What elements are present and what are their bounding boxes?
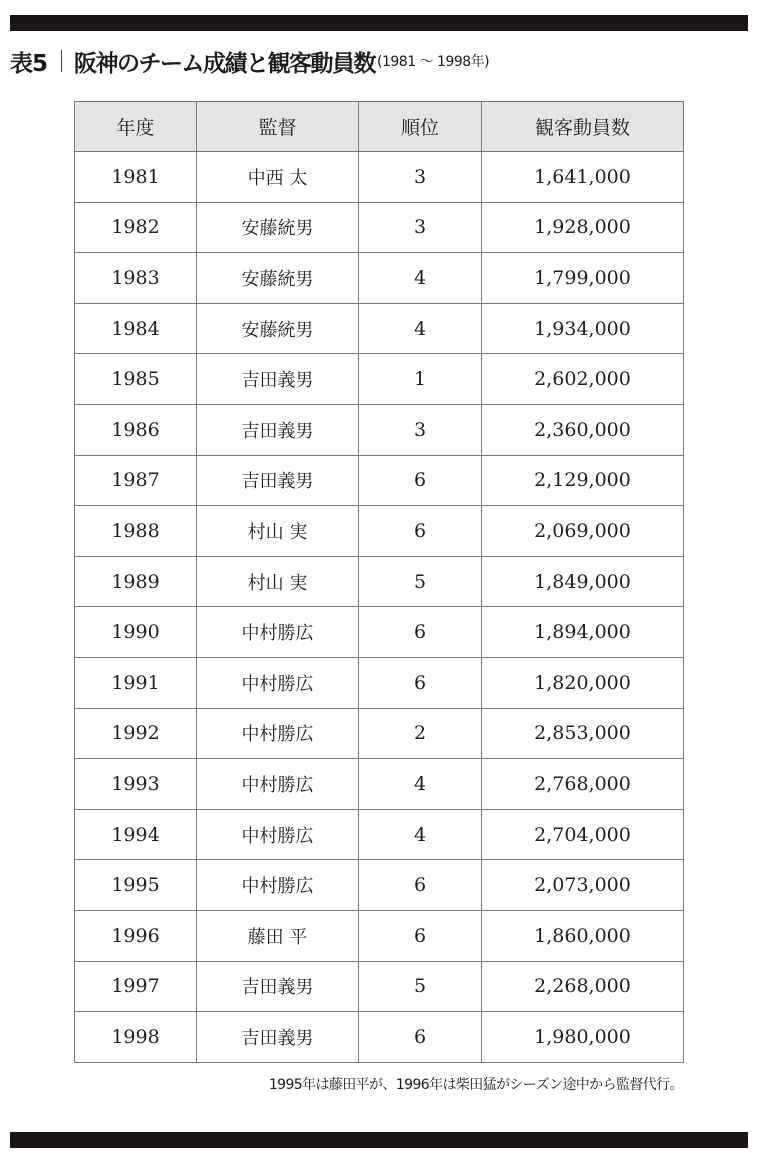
cell-attendance: 1,894,000	[482, 607, 684, 658]
table-row	[75, 354, 684, 405]
cell-attendance: 2,704,000	[482, 809, 684, 860]
cell-attendance: 1,849,000	[482, 556, 684, 607]
cell-rank: 6	[359, 455, 482, 506]
table-row	[75, 202, 684, 253]
table-row	[75, 607, 684, 658]
cell-attendance: 1,799,000	[482, 253, 684, 304]
cell-year: 1983	[75, 253, 197, 304]
cell-attendance: 2,602,000	[482, 354, 684, 405]
table-row	[75, 303, 684, 354]
cell-manager: 吉田義男	[197, 354, 359, 405]
top-rule	[10, 15, 748, 31]
cell-attendance: 2,360,000	[482, 404, 684, 455]
cell-manager: 安藤統男	[197, 303, 359, 354]
table-row	[75, 506, 684, 557]
table-row	[75, 253, 684, 304]
table-number: 表5	[10, 50, 48, 77]
cell-manager: 中村勝広	[197, 809, 359, 860]
cell-attendance: 2,069,000	[482, 506, 684, 557]
cell-manager: 藤田 平	[197, 910, 359, 961]
caption-range: (1981 ～ 1998年)	[377, 54, 490, 70]
cell-rank: 5	[359, 961, 482, 1012]
cell-year: 1995	[75, 860, 197, 911]
cell-manager: 吉田義男	[197, 404, 359, 455]
cell-rank: 3	[359, 404, 482, 455]
cell-year: 1994	[75, 809, 197, 860]
table-row	[75, 152, 684, 203]
table-caption	[10, 46, 489, 76]
cell-rank: 6	[359, 1012, 482, 1063]
table-row	[75, 809, 684, 860]
caption-separator	[61, 50, 62, 72]
cell-year: 1996	[75, 910, 197, 961]
cell-year: 1998	[75, 1012, 197, 1063]
header-year: 年度	[75, 102, 197, 152]
cell-rank: 1	[359, 354, 482, 405]
cell-rank: 2	[359, 708, 482, 759]
cell-year: 1997	[75, 961, 197, 1012]
cell-rank: 6	[359, 657, 482, 708]
cell-rank: 6	[359, 860, 482, 911]
cell-manager: 吉田義男	[197, 455, 359, 506]
cell-year: 1981	[75, 152, 197, 203]
caption-title: 阪神のチーム成績と観客動員数	[74, 50, 376, 77]
cell-attendance: 2,268,000	[482, 961, 684, 1012]
cell-rank: 6	[359, 506, 482, 557]
cell-manager: 中村勝広	[197, 607, 359, 658]
cell-manager: 中村勝広	[197, 657, 359, 708]
cell-attendance: 1,820,000	[482, 657, 684, 708]
cell-year: 1992	[75, 708, 197, 759]
table-row	[75, 455, 684, 506]
header-attendance: 観客動員数	[482, 102, 684, 152]
cell-rank: 3	[359, 202, 482, 253]
cell-year: 1989	[75, 556, 197, 607]
cell-rank: 6	[359, 607, 482, 658]
cell-rank: 6	[359, 910, 482, 961]
cell-attendance: 2,853,000	[482, 708, 684, 759]
cell-rank: 5	[359, 556, 482, 607]
cell-attendance: 1,860,000	[482, 910, 684, 961]
cell-rank: 4	[359, 253, 482, 304]
bottom-rule	[10, 1132, 748, 1148]
cell-manager: 村山 実	[197, 556, 359, 607]
header-manager: 監督	[197, 102, 359, 152]
cell-manager: 中村勝広	[197, 860, 359, 911]
cell-attendance: 1,934,000	[482, 303, 684, 354]
cell-year: 1987	[75, 455, 197, 506]
table-row	[75, 759, 684, 810]
footnote: 1995年は藤田平が、1996年は柴田猛がシーズン途中から監督代行。	[268, 1077, 683, 1093]
cell-manager: 吉田義男	[197, 1012, 359, 1063]
cell-manager: 吉田義男	[197, 961, 359, 1012]
table-row	[75, 860, 684, 911]
cell-manager: 安藤統男	[197, 253, 359, 304]
cell-manager: 中村勝広	[197, 759, 359, 810]
cell-rank: 3	[359, 152, 482, 203]
results-table	[74, 101, 684, 1063]
cell-attendance: 1,980,000	[482, 1012, 684, 1063]
cell-year: 1985	[75, 354, 197, 405]
cell-rank: 4	[359, 809, 482, 860]
cell-year: 1993	[75, 759, 197, 810]
cell-manager: 安藤統男	[197, 202, 359, 253]
cell-rank: 4	[359, 759, 482, 810]
cell-attendance: 1,641,000	[482, 152, 684, 203]
cell-year: 1984	[75, 303, 197, 354]
cell-attendance: 1,928,000	[482, 202, 684, 253]
table-row	[75, 1012, 684, 1063]
header-row	[75, 102, 684, 152]
cell-manager: 中西 太	[197, 152, 359, 203]
table-row	[75, 556, 684, 607]
cell-rank: 4	[359, 303, 482, 354]
table-row	[75, 961, 684, 1012]
table-row	[75, 910, 684, 961]
cell-year: 1986	[75, 404, 197, 455]
cell-attendance: 2,129,000	[482, 455, 684, 506]
table-row	[75, 404, 684, 455]
header-rank: 順位	[359, 102, 482, 152]
cell-year: 1982	[75, 202, 197, 253]
cell-attendance: 2,073,000	[482, 860, 684, 911]
cell-year: 1991	[75, 657, 197, 708]
cell-attendance: 2,768,000	[482, 759, 684, 810]
cell-manager: 村山 実	[197, 506, 359, 557]
cell-year: 1990	[75, 607, 197, 658]
cell-year: 1988	[75, 506, 197, 557]
table-row	[75, 657, 684, 708]
cell-manager: 中村勝広	[197, 708, 359, 759]
table-row	[75, 708, 684, 759]
